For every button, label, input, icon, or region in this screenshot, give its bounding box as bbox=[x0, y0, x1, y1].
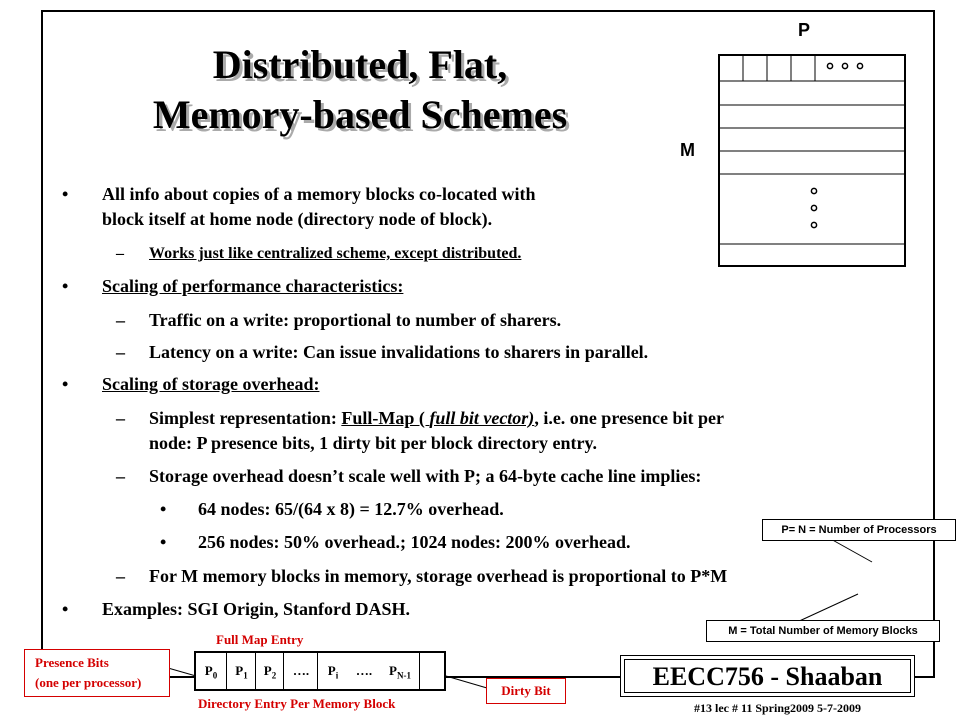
entry-cell-dirty bbox=[419, 653, 445, 689]
full-map-entry bbox=[194, 651, 446, 691]
course-badge-text: EECC756 - Shaaban bbox=[652, 662, 883, 691]
bullet-3-sub-1-pre: Simplest representation: bbox=[149, 408, 342, 428]
sub-3b-dash: – bbox=[116, 466, 125, 486]
full-map-label: Full-Map ( bbox=[341, 408, 430, 428]
sub-2a-dash: – bbox=[116, 310, 125, 330]
bullet-2: Scaling of performance characteristics: bbox=[102, 276, 404, 296]
entry-cell-ellipsis-2: …. bbox=[355, 663, 373, 678]
callout-processors: P= N = Number of Processors bbox=[762, 519, 956, 541]
bullet-1-marker: • bbox=[62, 184, 69, 204]
presence-bits-line-2: (one per processor) bbox=[35, 675, 142, 690]
bullet-1-line-2: block itself at home node (directory node of block). bbox=[102, 209, 493, 229]
entry-cell-p1: $P_1$ bbox=[226, 653, 256, 689]
entry-cell-p2: $P_2$ bbox=[255, 653, 284, 689]
sub-3a-dash: – bbox=[116, 408, 125, 428]
full-map-entry-label: Full Map Entry bbox=[216, 632, 304, 647]
sub-3b-b-marker: • bbox=[160, 532, 167, 552]
bullet-1-line-1: All info about copies of a memory blocks co-located with bbox=[102, 184, 536, 204]
bullet-3-marker: • bbox=[62, 374, 69, 394]
overhead-256-nodes: 256 nodes: 50% overhead.; 1024 nodes: 200% overhead. bbox=[198, 532, 631, 552]
bullet-4: Examples: SGI Origin, Stanford DASH. bbox=[102, 599, 411, 619]
directory-entry-label: Directory Entry Per Memory Block bbox=[198, 696, 396, 711]
bullet-3-sub-2: Storage overhead doesn’t scale well with P; a 64-byte cache line implies: bbox=[149, 466, 702, 486]
callout-memory-blocks: M = Total Number of Memory Blocks bbox=[706, 620, 940, 642]
m-label: M bbox=[680, 140, 695, 160]
title-line-1: Distributed, Flat, bbox=[212, 42, 508, 87]
bullet-3: Scaling of storage overhead: bbox=[102, 374, 320, 394]
entry-cell-ellipsis-1: …. bbox=[283, 653, 318, 689]
overhead-64-nodes: 64 nodes: 65/(64 x 8) = 12.7% overhead. bbox=[198, 499, 504, 519]
presence-bits-line-1: Presence Bits bbox=[35, 655, 109, 670]
title-line-2: Memory-based Schemes bbox=[152, 92, 568, 137]
bullet-2-sub-2: Latency on a write: Can issue invalidations to sharers in parallel. bbox=[149, 342, 649, 362]
sub-2b-dash: – bbox=[116, 342, 125, 362]
entry-cell-pn-1: $P_{N-1}$ bbox=[389, 663, 411, 681]
p-label: P bbox=[798, 20, 811, 40]
bullet-2-sub-1: Traffic on a write: proportional to number of sharers. bbox=[149, 310, 562, 330]
full-bit-vector: full bit vector) bbox=[429, 408, 535, 428]
bullet-3-sub-3: For M memory blocks in memory, storage overhead is proportional to P*M bbox=[149, 566, 728, 586]
bullet-3-sub-1-line-2: node: P presence bits, 1 dirty bit per block directory entry. bbox=[149, 433, 597, 453]
dirty-bit-callout: Dirty Bit bbox=[486, 678, 566, 704]
bullet-3-sub-1-post: , i.e. one presence bit per bbox=[534, 408, 724, 428]
slide-footer: #13 lec # 11 Spring2009 5-7-2009 bbox=[694, 701, 861, 715]
bullet-1-sub: Works just like centralized scheme, except distributed. bbox=[149, 245, 522, 262]
sub-3c-dash: – bbox=[116, 566, 125, 586]
entry-cell-pi: $P_i$ bbox=[317, 653, 348, 689]
sub-3b-a-marker: • bbox=[160, 499, 167, 519]
bullet-4-marker: • bbox=[62, 599, 69, 619]
course-badge bbox=[620, 655, 915, 697]
sub-1-dash: – bbox=[116, 245, 124, 262]
entry-cell-p0: $P_0$ bbox=[204, 663, 218, 681]
bullet-2-marker: • bbox=[62, 276, 69, 296]
presence-bits-callout bbox=[24, 649, 170, 697]
